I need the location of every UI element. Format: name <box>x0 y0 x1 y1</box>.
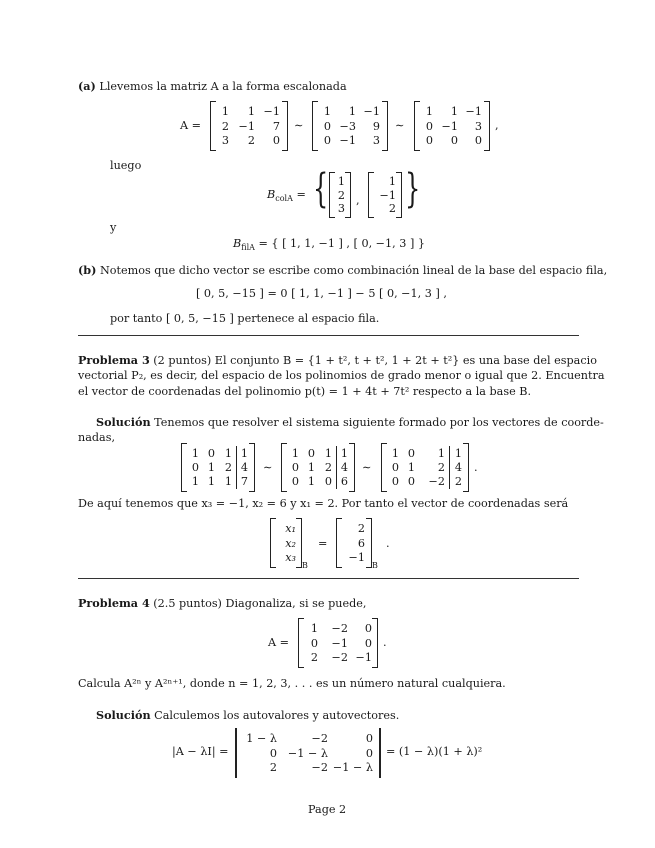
matrix-entry: 1 <box>310 621 318 635</box>
left-bracket <box>270 518 276 568</box>
matrix-entry: 1 <box>324 446 332 460</box>
problem3-solution-line1: Solución Tenemos que resolver el sistema siguiente formado por los vectores de coorde- <box>96 415 604 429</box>
matrix-entry: 1 <box>323 104 331 118</box>
basis-subscript: B <box>302 561 308 570</box>
left-bracket <box>210 101 216 151</box>
matrix-entry: 0 <box>272 134 280 148</box>
augmented-matrix-1 <box>181 443 255 492</box>
matrix-entry: 0 <box>323 134 331 148</box>
matrix-entry: 1 <box>425 104 433 118</box>
equals: = <box>318 537 328 550</box>
bcol-label: $B_{colA}$ = <box>267 188 306 203</box>
problem3-line3: el vector de coordenadas del polinomio p(t) = 1 + 4t + 7t² respecto a la base B. <box>78 385 532 398</box>
matrix-a-equals: A = <box>268 636 290 649</box>
left-bracket <box>414 101 420 151</box>
solution-title: Solución <box>96 415 151 429</box>
matrix-entry: −1 <box>355 651 372 665</box>
matrix-entry: 1 <box>224 446 232 460</box>
matrix-entry: 1 <box>391 446 399 460</box>
y-text: y <box>110 221 117 234</box>
left-bracket <box>368 172 374 218</box>
matrix-entry: −1 <box>331 636 348 650</box>
matrix-entry: x₂ <box>285 536 296 550</box>
right-bracket <box>345 172 351 218</box>
matrix-entry: 1 <box>340 446 348 460</box>
matrix-entry: 1 <box>407 461 415 474</box>
matrix-entry: −1 <box>465 104 482 118</box>
part-b-label: (b) <box>78 263 97 277</box>
matrix-entry: 1 <box>388 175 396 189</box>
matrix-entry: −1 − λ <box>332 761 373 775</box>
matrix-entry: 1 <box>437 446 445 460</box>
matrix-entry: 2 <box>324 461 332 474</box>
matrix-entry: 0 <box>450 134 458 148</box>
matrix-entry: x₃ <box>285 551 296 565</box>
matrix-entry: x₁ <box>285 521 296 535</box>
matrix-entry: 1 <box>307 461 315 474</box>
matrix-entry: −2 <box>331 651 348 665</box>
matrix-entry: 6 <box>340 475 348 489</box>
matrix-entry: 1 <box>307 475 315 489</box>
right-bracket <box>484 101 490 151</box>
augmented-matrix-2 <box>281 443 355 492</box>
determinant-lhs: |A − λI| = <box>172 745 229 758</box>
matrix-entry: 4 <box>454 461 462 474</box>
matrix-entry: 7 <box>240 475 248 489</box>
right-brace: } <box>405 166 421 212</box>
determinant-bar <box>235 728 237 778</box>
left-bracket <box>281 443 287 492</box>
matrix-entry: 0 <box>425 119 433 133</box>
matrix-entry: 2 <box>224 461 232 474</box>
problem4-title: Problema 4 <box>78 596 150 610</box>
matrix-entry: −2 <box>311 761 328 775</box>
matrix-entry: −2 <box>311 731 328 745</box>
matrix-entry: 1 <box>450 104 458 118</box>
right-bracket <box>249 443 255 492</box>
problem3-result: De aquí tenemos que x₃ = −1, x₂ = 6 y x₁ = 2. Por tanto el vector de coordenadas será <box>78 497 569 510</box>
matrix-entry: 0 <box>324 475 332 489</box>
matrix-entry: 0 <box>391 461 399 474</box>
matrix-entry: 1 <box>348 104 356 118</box>
x-coordinate-vector <box>270 518 302 568</box>
matrix-a-echelon <box>414 101 490 151</box>
trailing-comma: , <box>495 119 499 132</box>
matrix-entry: 0 <box>365 746 373 760</box>
matrix-entry: 0 <box>323 119 331 133</box>
problem3-solution-line2: nadas, <box>78 431 116 444</box>
similar-symbol: ∼ <box>263 461 273 474</box>
matrix-entry: 0 <box>474 134 482 148</box>
augmented-separator <box>336 446 337 489</box>
matrix-entry: −1 <box>238 119 255 133</box>
matrix-entry: 1 <box>207 475 215 489</box>
matrix-a-equals: A = <box>180 119 202 132</box>
matrix-entry: −2 <box>331 621 348 635</box>
matrix-entry: −2 <box>428 475 445 489</box>
matrix-entry: 0 <box>310 636 318 650</box>
matrix-entry: 1 <box>191 475 199 489</box>
matrix-entry: 2 <box>357 521 365 535</box>
right-bracket <box>382 101 388 151</box>
matrix-entry: 1 <box>224 475 232 489</box>
page-number: Page 2 <box>308 803 347 816</box>
problem4-solution: Solución Calculemos los autovalores y autovectores. <box>96 708 400 722</box>
matrix-entry: −1 <box>339 134 356 148</box>
matrix-entry: 0 <box>207 446 215 460</box>
part-b-equation: [ 0, 5, −15 ] = 0 [ 1, 1, −1 ] − 5 [ 0, −1, 3 ] , <box>196 287 447 300</box>
problem4-matrix-a <box>298 618 378 668</box>
part-b-text: (b) Notemos que dicho vector se escribe como combinación lineal de la base del espacio fila, <box>78 263 608 277</box>
coordinate-values-vector <box>336 518 372 568</box>
basis-column-vector-2 <box>368 172 402 218</box>
matrix-entry: 3 <box>474 119 482 133</box>
section-divider <box>78 335 579 336</box>
matrix-entry: 3 <box>372 134 380 148</box>
matrix-entry: −3 <box>339 119 356 133</box>
matrix-entry: 1 <box>454 446 462 460</box>
comma: , <box>356 194 360 207</box>
left-bracket <box>181 443 187 492</box>
matrix-entry: 1 <box>337 175 345 189</box>
left-brace: { <box>313 166 329 212</box>
trailing-period: . <box>474 461 478 474</box>
matrix-entry: 6 <box>357 536 365 550</box>
matrix-entry: 0 <box>291 475 299 489</box>
characteristic-determinant <box>235 728 381 778</box>
section-divider <box>78 578 579 579</box>
augmented-separator <box>449 446 450 489</box>
matrix-entry: 0 <box>269 746 277 760</box>
matrix-entry: 0 <box>191 461 199 474</box>
determinant-rhs: = (1 − λ)(1 + λ)² <box>386 745 483 758</box>
matrix-entry: 0 <box>364 621 372 635</box>
matrix-a-step1 <box>312 101 388 151</box>
matrix-entry: 7 <box>272 119 280 133</box>
bfila-equation: $B_{filA}$ = { [ 1, 1, −1 ] , [ 0, −1, 3 ] } <box>233 237 426 252</box>
matrix-a-original <box>210 101 288 151</box>
luego-text: luego <box>110 159 142 172</box>
right-bracket <box>349 443 355 492</box>
matrix-entry: 1 <box>291 446 299 460</box>
right-bracket <box>396 172 402 218</box>
right-bracket <box>282 101 288 151</box>
matrix-entry: −1 <box>263 104 280 118</box>
matrix-entry: 0 <box>425 134 433 148</box>
part-a-intro: (a) Llevemos la matriz A a la forma escalonada <box>78 79 347 93</box>
trailing-period: . <box>386 537 390 550</box>
matrix-entry: 4 <box>240 461 248 474</box>
part-a-label: (a) <box>78 79 96 93</box>
matrix-entry: 1 − λ <box>246 731 277 745</box>
left-bracket <box>336 518 342 568</box>
left-bracket <box>381 443 387 492</box>
left-bracket <box>329 172 335 218</box>
matrix-entry: −1 <box>348 551 365 565</box>
problem4-line2: Calcula A²ⁿ y A²ⁿ⁺¹, donde n = 1, 2, 3, . . . es un número natural cualquiera. <box>78 677 506 690</box>
matrix-entry: 0 <box>307 446 315 460</box>
trailing-period: . <box>383 636 387 649</box>
matrix-entry: 0 <box>407 475 415 489</box>
matrix-entry: 2 <box>310 651 318 665</box>
matrix-entry: 1 <box>221 104 229 118</box>
problem3-title: Problema 3 <box>78 353 150 367</box>
matrix-entry: 0 <box>365 731 373 745</box>
right-bracket <box>463 443 469 492</box>
right-bracket <box>372 618 378 668</box>
basis-subscript: B <box>372 561 378 570</box>
problem4-line1: Problema 4 (2.5 puntos) Diagonaliza, si se puede, <box>78 596 367 610</box>
matrix-entry: 2 <box>454 475 462 489</box>
left-bracket <box>298 618 304 668</box>
matrix-entry: 9 <box>372 119 380 133</box>
matrix-entry: 1 <box>247 104 255 118</box>
similar-symbol: ∼ <box>294 119 304 132</box>
matrix-entry: 2 <box>437 461 445 474</box>
augmented-separator <box>236 446 237 489</box>
matrix-entry: 3 <box>337 201 345 215</box>
matrix-entry: −1 − λ <box>287 746 328 760</box>
similar-symbol: ∼ <box>395 119 405 132</box>
matrix-entry: 4 <box>340 461 348 474</box>
matrix-entry: 2 <box>269 761 277 775</box>
matrix-entry: 0 <box>291 461 299 474</box>
matrix-entry: −1 <box>379 188 396 202</box>
matrix-entry: 2 <box>388 201 396 215</box>
matrix-entry: 2 <box>337 188 345 202</box>
matrix-entry: 0 <box>364 636 372 650</box>
matrix-entry: 1 <box>240 446 248 460</box>
matrix-entry: 1 <box>191 446 199 460</box>
problem3-line2: vectorial P₂, es decir, del espacio de los polinomios de grado menor o igual que 2. Encuentra <box>78 369 605 382</box>
matrix-entry: −1 <box>441 119 458 133</box>
left-bracket <box>312 101 318 151</box>
matrix-entry: 2 <box>247 134 255 148</box>
solution-title: Solución <box>96 708 151 722</box>
basis-column-vector-1 <box>329 172 351 218</box>
matrix-entry: 2 <box>221 119 229 133</box>
matrix-entry: 0 <box>391 475 399 489</box>
augmented-matrix-3 <box>381 443 469 492</box>
matrix-entry: −1 <box>363 104 380 118</box>
matrix-entry: 0 <box>407 446 415 460</box>
part-b-conclusion: por tanto [ 0, 5, −15 ] pertenece al espacio fila. <box>110 312 380 325</box>
similar-symbol: ∼ <box>362 461 372 474</box>
problem3-line1: Problema 3 (2 puntos) El conjunto B = {1 + t², t + t², 1 + 2t + t²} es una base del espacio <box>78 353 597 367</box>
determinant-bar <box>379 728 381 778</box>
matrix-entry: 3 <box>221 134 229 148</box>
matrix-entry: 1 <box>207 461 215 474</box>
